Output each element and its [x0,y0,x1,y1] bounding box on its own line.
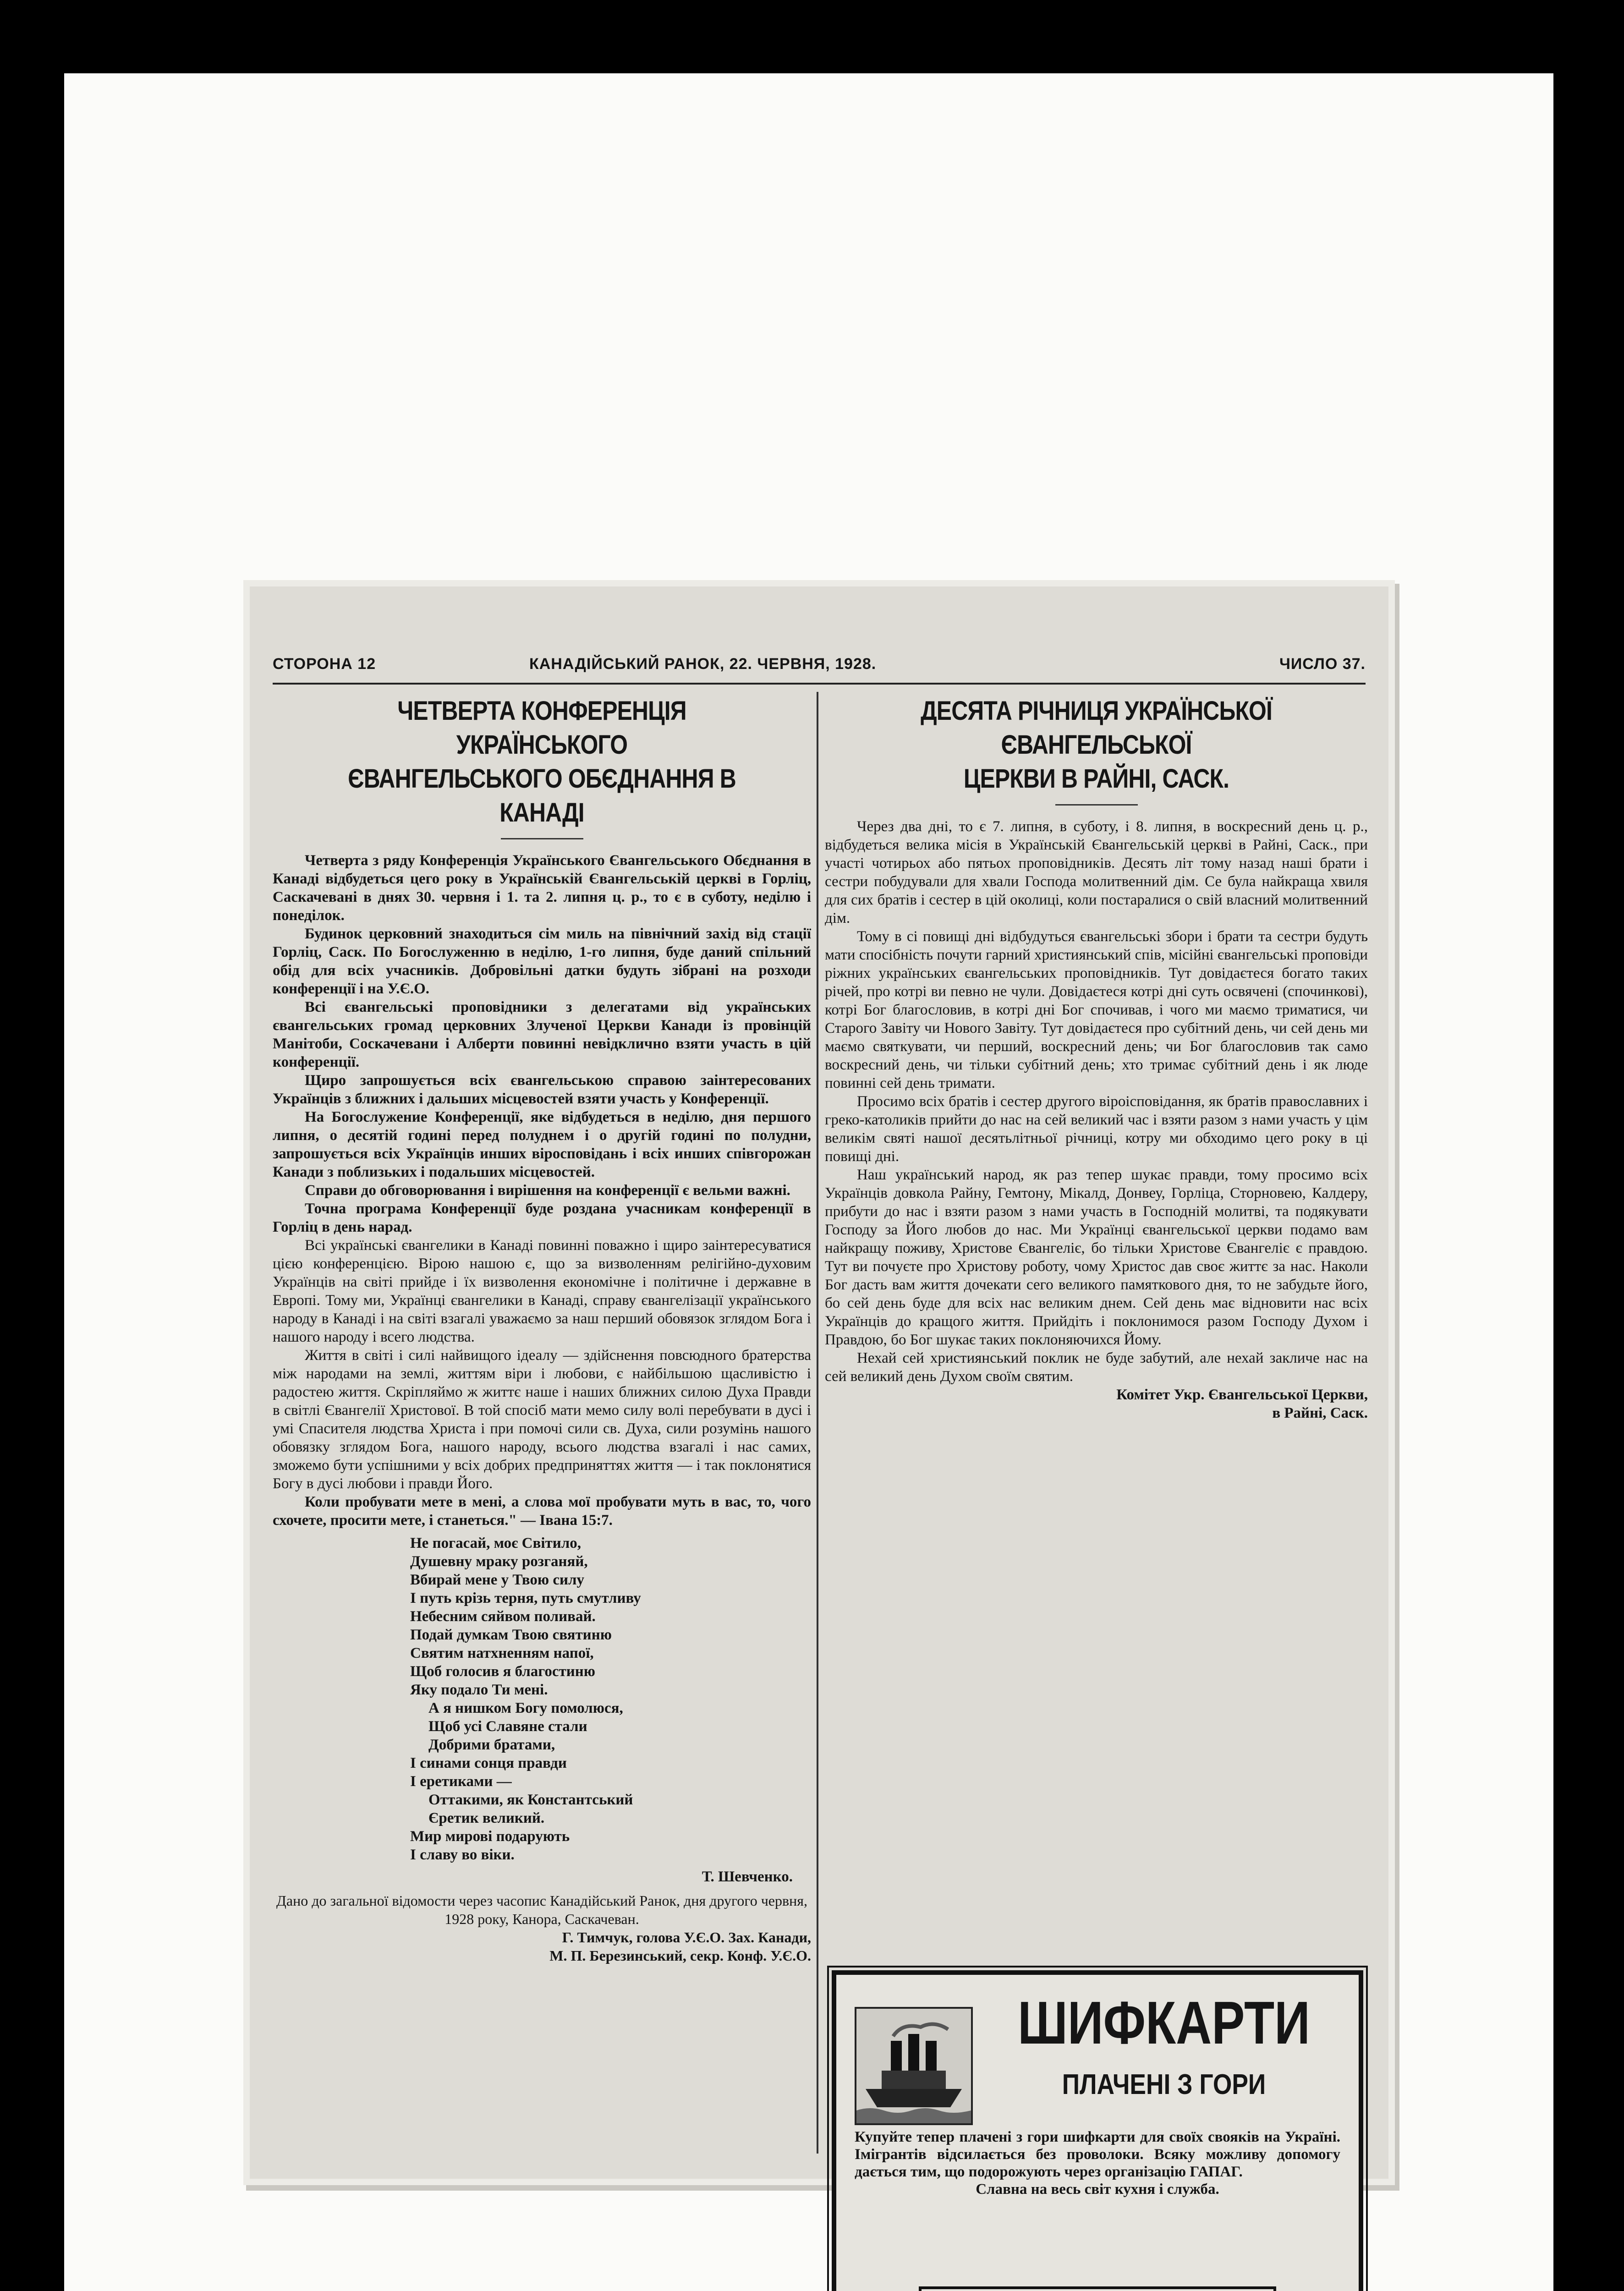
shipping-advertisement [832,1970,1363,2291]
poem-line: Не погасай, моє Світило, [410,1535,581,1551]
ad-body [855,2128,1340,2198]
left-headline [310,694,774,830]
poem-line: Оттакими, як Константський [428,1792,633,1808]
paragraph: Всі українські євангелики в Канаді повинні поважно і щиро заінтересуватися цією конференцією. Вірою нашою є, що за визволенням релігійно-духовим Українців на світі прийде і їх визволення економічне і політичне і державне в Европі. Тому ми, Українці євангелики в Канаді, справу євангелізації українського народу в Канаді і на світі взагалі уважаємо за наш перший обовязок зглядом Бога і нашого народу і всего людства. [273,1237,811,1345]
poem-line: Мир мирові подарують [410,1828,570,1845]
poem-line: Щоб усі Славяне стали [428,1718,587,1735]
poem-line: І путь крізь терня, путь смутливу [410,1590,641,1606]
paragraph: Точна програма Конференції буде роздана учасникам конференції в Горліц в день нарад. [273,1200,811,1235]
poem-line: А я нишком Богу помолюся, [428,1700,623,1716]
left-headline-line-2: ЄВАНГЕЛЬСЬКОГО ОБЄДНАННЯ В КАНАДІ [348,764,736,828]
signature-line: Г. Тимчук, голова У.Є.О. Зах. Канади, [562,1929,811,1946]
right-article [825,694,1368,1422]
paragraph: Через два дні, то є 7. липня, в суботу, і 8. липня, в воскресний день ц. р., відбудеться велика місія в Українській Євангельській церкві в Райні, Саск., при участі чотирьох або пятьох проповідників. Десять літ тому назад наші брати і сестри побудували для хвали Господа молитвенний дім. Се була найкраща хвиля для сих братів і сестер в цій околиці, коли постаралися о свій власний молитвенний дім. [825,818,1368,926]
poem-line: Вбирай мене у Твою силу [410,1572,585,1588]
masthead-date: КАНАДІЙСЬКИЙ РАНОК, 22. ЧЕРВНЯ, 1928. [529,655,877,673]
poem-line: І синами сонця правди [410,1755,567,1771]
page-number: СТОРОНА 12 [273,655,376,673]
paragraph: Життя в світі і силі найвищого ідеалу — здійснення повсюдного братерства між народами на землі, життям віри і любови, є найбільшою щасливістю і радостею життя. Скріпляймо ж життє наше і наших ближних силою Духа Правди в світлі Євангелії Христової. В той спосіб мати мемо силу волі перебувати в дусі і умі Спасителя людства Христа і при помочі сили св. Духа, сили розумінь нашого обовязку зглядом Бога, нашого народу, всього людства взагалі і нас самих, зможемо бути успішними у всіх добрих предприняттях життя — і так поклонятися Богу в дусі любови і правди Його. [273,1347,811,1492]
poem-line: Щоб голосив я благостиню [410,1663,596,1680]
ad-body-text: Купуйте тепер плачені з гори шифкарти для своїх свояків на Україні. Імігрантів відсилається без проволоки. Всяку можливу допомогу дається тим, що подорожують через організацію ГАПАГ. [855,2129,1340,2180]
poem-line: Єретик великий. [428,1810,545,1826]
paragraph: Тому в сі повищі дні відбудуться євангельські збори і брати та сестри будуть мати спосібність почути гарний християнський спів, місійні євангельські проповіди ріжних українських євангельських проповідників. Тут довідаєтеся богато таких річей, про котрі ви певно не чули. Довідаєтеся котрі дні суть освячені (спочинкові), котрі Бог благословив, в котрі дні Бог спочивав, і чого ми маємо триматися, чи Старого Завіту чи Нового Завіту. Тут довідаєтеся про субітний день, чи сей день ми маємо святкувати, чи перший, воскресний день; чи Бог благословив так само воскресний день, чи тільки субітний день; хто тримає субітний день і як люде повинні сей день тримати. [825,928,1368,1091]
poem-line: Яку подало Ти мені. [410,1682,548,1698]
poem-line: І славу во віки. [410,1847,515,1863]
scripture-quote: Коли пробувати мете в мені, а слова мої пробувати муть в вас, то, чого схочете, просити мете, і станеться." — Івана 15:7. [273,1494,811,1529]
newspaper-page [250,586,1388,2198]
poem-line: Добрими братами, [428,1737,555,1753]
right-headline-line-1: ДЕСЯТА РІЧНИЦЯ УКРАЇНСЬКОЇ ЄВАНГЕЛЬСЬКОЇ [921,696,1272,760]
paragraph: Наш український народ, як раз тепер шукає правди, тому просимо всіх Українців довкола Райну, Гемтону, Мікалд, Донвеу, Горліца, Сторновею, Калдеру, прибути до нас і взяти разом з нами участь в Господній молитві, та подякувати Господу за Його любов до нас. Ми Українці євангельської церкви подамо вам найкращу поживу, Христове Євангеліє, бо тільки Христове Євангеліє є правдою. Тут ви почуєте про Христову роботу, чому Христос дав своє життє за нас. Наколи Бог дасть вам життя дочекати сего великого памяткового дня, то не забудьте його, бо сей день буде для всіх нас великим днем. Сей день має відновити нас всіх Українців до кращого життя. Прийдіть і поклонимося разом Господу Духом і Правдою, бо Бог шукає таких поклоняючихся Йому. [825,1167,1368,1348]
poem-line: Святим натхненням напої, [410,1645,594,1661]
poem-line: Душевну мраку розганяй, [410,1553,588,1570]
poem-line: І еретиками — [410,1773,512,1790]
right-headline-line-2: ЦЕРКВИ В РАЙНІ, САСК. [963,764,1229,794]
poem-line: Небесним сяйвом поливай. [410,1608,596,1625]
column-divider [817,692,818,2154]
poem [410,1534,811,1864]
paragraph: Нехай сей християнський поклик не буде забутий, але нехай закличе нас на сей великий день Духом своїм святим. [825,1350,1368,1385]
paragraph: Всі євангельські проповідники з делегатами від українських євангельських громад церковних Злученої Церкви Канади із провінцій Манітоби, Соскачевани і Алберти повинні невідкличнo взяти участь в цій конференції. [273,999,811,1070]
price-box [919,2286,1276,2291]
paragraph: Четверта з ряду Конференція Українського Євангельського Обєднання в Канаді відбудеться цего року в Українській Євангельській церкві в Горліц, Саскачевані в днях 30. червня і 1. та 2. липня ц. р., то є в суботу, неділю і понеділок. [273,852,811,924]
poem-line: Подай думкам Твою святиню [410,1627,612,1643]
paragraph: На Богослужение Конференції, яке відбудеться в неділю, дня першого липня, о десятій годині перед полуднем і о другій годині по полудни, запрошується всіх Українців инших віросповідань і всіх инших співгорожан Канади з поблизьких і подальших місцевостей. [273,1109,811,1180]
left-article [273,694,811,2147]
left-headline-line-1: ЧЕТВЕРТА КОНФЕРЕНЦІЯ УКРАЇНСЬКОГО [397,696,686,760]
right-headline [863,694,1330,796]
paragraph: Справи до обговорювання і вирішення на конференції є вельми важні. [305,1182,790,1199]
publication-note: Дано до загальної відомости через часопис Канадійський Ранок, дня другого червня, 1928 року, Канора, Саскачеван. [276,1892,807,1927]
poem-author: Т. Шевченко. [702,1869,793,1885]
ad-subtitle: ПЛАЧЕНІ З ГОРИ [1062,2069,1266,2100]
committee-location: в Райні, Саск. [1272,1405,1368,1421]
issue-number: ЧИСЛО 37. [1279,655,1366,673]
paragraph: Просимо всіх братів і сестер другого віроісповідання, як братів православних і греко-католиків прийти до нас на сей великий час і взяти разом з нами участь у цім великім святі нашої десятьлітньої річниці, котру ми обходимо цего року в ці повищі дні. [825,1093,1368,1165]
ad-slogan: Славна на весь світ кухня і служба. [976,2181,1219,2198]
ship-illustration-icon [855,2007,973,2125]
ad-title: ШИФКАРТИ [1018,1989,1310,2056]
page-header [273,655,1366,685]
committee-signature: Комітет Укр. Євангельської Церкви, [1116,1387,1368,1403]
headline-rule [1055,804,1138,806]
signature-line: М. П. Березинський, секр. Конф. У.Є.О. [549,1947,811,1964]
paragraph: Щиро запрошується всіх євангельською справою заінтересованих Українців з ближних і дальших місцевостей взяти участь у Конференції. [273,1072,811,1107]
paragraph: Будинок церковний знаходиться сім миль на північний захід від стації Горліц, Саск. По Богослуженню в неділю, 1-го липня, буде даний спільний обід для всіх учасників. Добровільні датки будуть зібрані на розходи конференції і на У.Є.О. [273,926,811,997]
headline-rule [501,838,583,839]
